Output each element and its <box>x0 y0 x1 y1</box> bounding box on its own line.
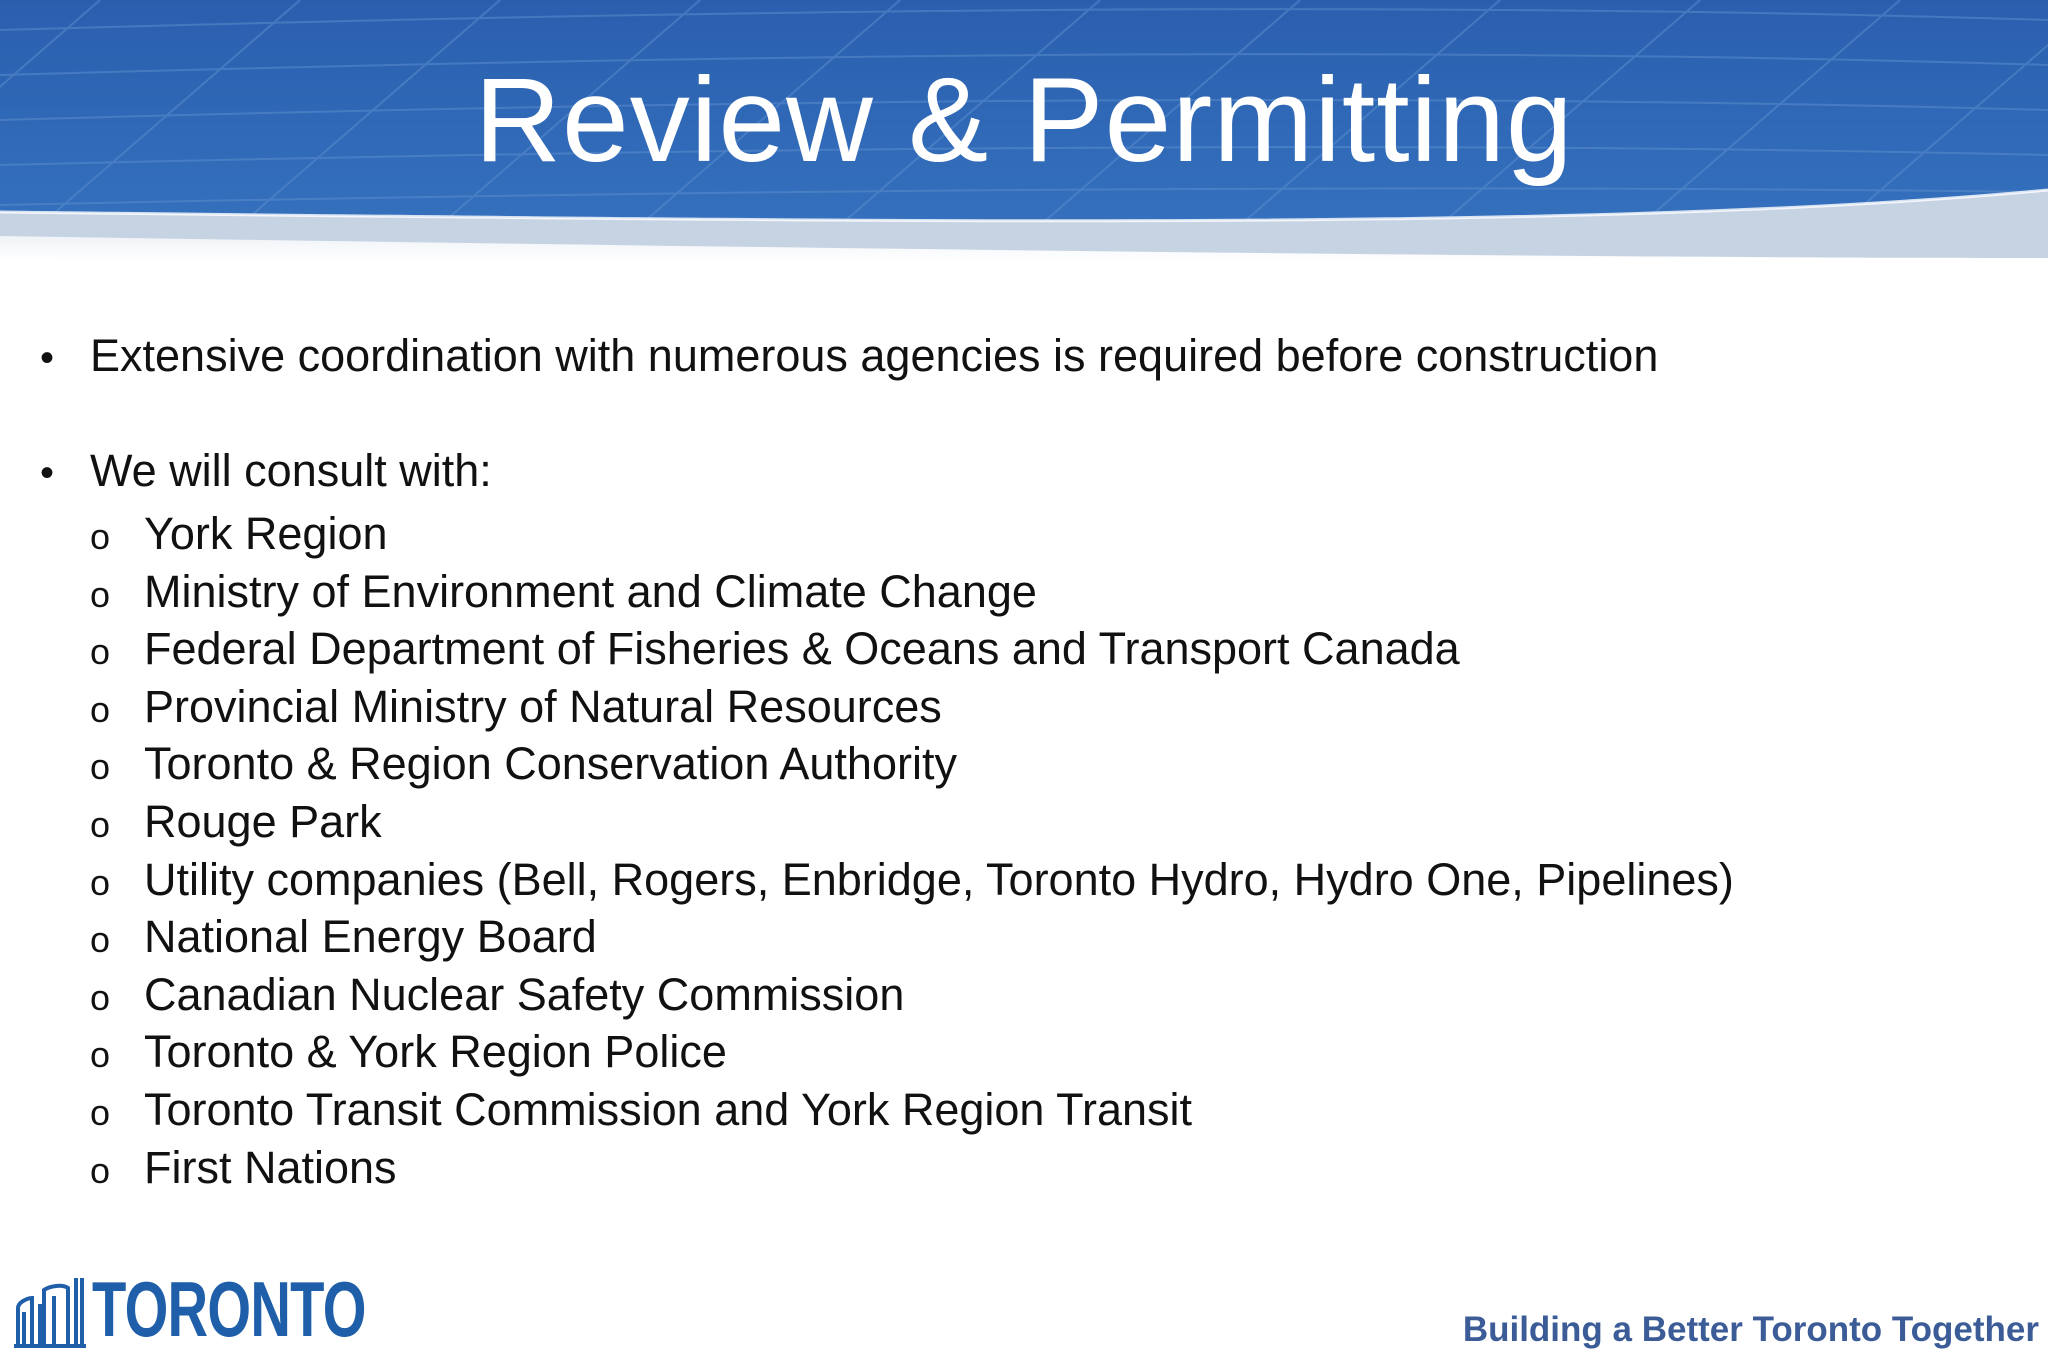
agency-name: Federal Department of Fisheries & Oceans and Transport Canada <box>144 623 1460 675</box>
agency-item <box>90 681 1734 739</box>
agency-name: Ministry of Environment and Climate Change <box>144 565 1037 617</box>
sub-bullet-marker: o <box>90 861 111 903</box>
agency-item <box>90 1142 1734 1200</box>
sub-bullet-marker: o <box>90 1149 111 1191</box>
bullet-item <box>40 330 1658 382</box>
agency-name: Toronto Transit Commission and York Region Transit <box>144 1083 1193 1135</box>
agency-item <box>90 623 1734 681</box>
agency-name: Toronto & Region Conservation Authority <box>144 738 957 790</box>
footer-tagline: Building a Better Toronto Together <box>1462 1310 2039 1349</box>
agency-item <box>90 911 1734 969</box>
slide-title: Review & Permitting <box>474 53 1574 187</box>
city-hall-icon <box>14 1268 86 1348</box>
agency-name: Utility companies (Bell, Rogers, Enbridge, Toronto Hydro, Hydro One, Pipelines) <box>144 853 1734 905</box>
agency-item <box>90 508 1734 566</box>
sub-bullet-marker: o <box>90 516 111 557</box>
bullet-text: We will consult with: <box>90 445 492 496</box>
agency-item <box>90 854 1734 912</box>
agency-name: York Region <box>144 508 388 559</box>
sub-bullet-marker: o <box>90 631 111 673</box>
bullet-marker: • <box>40 451 55 495</box>
sub-bullet-marker: o <box>90 1034 111 1076</box>
sub-bullet-marker: o <box>90 803 111 845</box>
bullet-text: Extensive coordination with numerous agencies is required before construction <box>90 330 1659 381</box>
agency-item <box>90 1084 1734 1142</box>
agency-name: Canadian Nuclear Safety Commission <box>144 968 905 1020</box>
agency-item <box>90 796 1734 854</box>
agency-name: Toronto & York Region Police <box>144 1026 727 1078</box>
sub-bullet-marker: o <box>90 573 111 615</box>
bullet-marker: • <box>40 336 55 380</box>
logo-wordmark: TORONTO <box>92 1265 366 1353</box>
agency-item <box>90 738 1734 796</box>
agency-item <box>90 969 1734 1027</box>
sub-bullet-marker: o <box>90 976 111 1018</box>
sub-bullet-marker: o <box>90 1091 111 1133</box>
agency-item <box>90 1026 1734 1084</box>
bullet-item <box>40 445 492 497</box>
sub-bullet-marker: o <box>90 688 111 730</box>
agency-list <box>90 508 1734 1199</box>
agency-item <box>90 566 1734 624</box>
agency-name: First Nations <box>144 1141 397 1193</box>
agency-name: Provincial Ministry of Natural Resources <box>144 680 942 732</box>
sub-bullet-marker: o <box>90 746 111 788</box>
sub-bullet-marker: o <box>90 919 111 961</box>
agency-name: Rouge Park <box>144 795 382 847</box>
agency-name: National Energy Board <box>144 911 597 963</box>
toronto-logo <box>14 1265 472 1353</box>
